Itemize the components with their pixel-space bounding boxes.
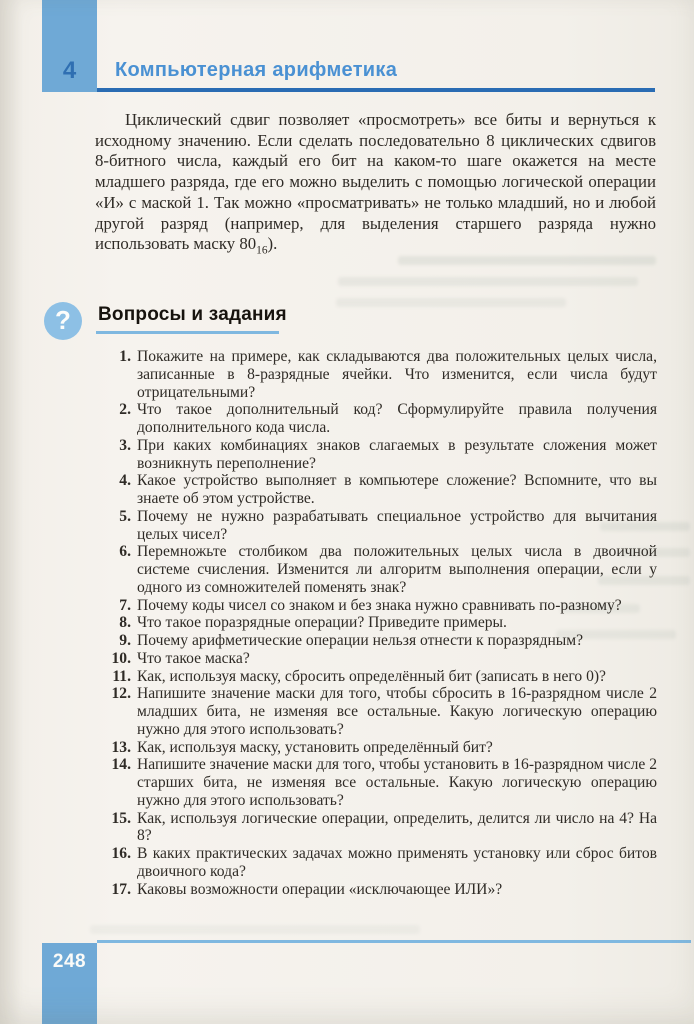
- question-text: Как, используя маску, установить определённый бит?: [137, 738, 493, 756]
- question-text: Напишите значение маски для того, чтобы установить в 16-разрядном числе 2 старших бита, не изменяя все остальные. Какую логическую операцию нужно для этого использовать?: [137, 756, 657, 809]
- intro-text-main: Циклический сдвиг позволяет «просмотреть» все биты и вернуться к исходному значению. Если сделать последовательно 8 циклических сдвигов 8-битного числа, каждый его бит на каком-то шаге окажется на месте младшего разряда, где его можно выделить с помощью логической операции «И» с маской 1. Так можно «просматривать» не только младший, но и любой другой разряд (например, для выделения старшего разряда нужно использовать маску 80: [95, 110, 656, 254]
- question-text: Почему коды чисел со знаком и без знака нужно сравнивать по-разному?: [137, 596, 622, 614]
- question-text: Почему не нужно разрабатывать специальное устройство для вычитания целых чисел?: [137, 507, 657, 543]
- question-text: Как, используя маску, сбросить определённый бит (записать в него 0)?: [137, 667, 606, 685]
- question-item: [95, 845, 657, 881]
- question-text: Почему арифметические операции нельзя отнести к поразрядным?: [137, 632, 584, 649]
- question-mark-icon: ?: [44, 302, 82, 340]
- question-number: 3.: [119, 436, 131, 454]
- question-number: 1.: [119, 348, 131, 365]
- intro-text-end: ).: [267, 234, 278, 254]
- question-number: 7.: [119, 596, 131, 614]
- question-text: Покажите на примере, как складываются два положительных целых числа, записанные в 8-разрядные ячейки. Что изменится, если числа будут отрицательными?: [137, 348, 657, 401]
- question-number: 12.: [111, 685, 131, 703]
- question-number: 13.: [111, 738, 131, 756]
- question-item: [95, 756, 657, 809]
- question-text: Что такое поразрядные операции? Приведите примеры.: [137, 614, 507, 632]
- question-number: 9.: [119, 632, 131, 649]
- question-number: 14.: [111, 756, 131, 774]
- question-number: 4.: [119, 472, 131, 490]
- question-text: В каких практических задачах можно применять установку или сброс битов двоичного кода?: [137, 845, 657, 880]
- question-number: 15.: [111, 809, 131, 827]
- question-item: [95, 632, 657, 650]
- question-item: [95, 739, 657, 757]
- question-number: 2.: [119, 401, 131, 419]
- section-title-underline: [96, 331, 279, 334]
- section-title: Вопросы и задания: [98, 304, 287, 325]
- question-number: 11.: [112, 667, 131, 685]
- question-item: [95, 508, 657, 544]
- question-item: [95, 597, 657, 615]
- question-item: [95, 472, 657, 508]
- question-text: Что такое дополнительный код? Сформулируйте правила получения дополнительного кода числа.: [137, 401, 657, 436]
- question-item: [95, 668, 657, 686]
- question-item: [95, 437, 657, 473]
- page-number: 248: [52, 951, 87, 972]
- question-number: 8.: [119, 614, 131, 632]
- intro-paragraph: [95, 110, 656, 255]
- questions-list: [95, 348, 657, 898]
- page-showthrough: [90, 925, 420, 934]
- question-item: [95, 881, 657, 899]
- header-rule: [97, 88, 655, 92]
- page-showthrough: [336, 298, 566, 307]
- chapter-title: Компьютерная арифметика: [115, 59, 398, 81]
- question-number: 6.: [119, 543, 131, 561]
- chapter-number: 4: [62, 57, 77, 84]
- mask-subscript: 16: [256, 244, 268, 257]
- question-number: 16.: [111, 845, 131, 862]
- question-text: Перемножьте столбиком два положительных целых числа в двоичной системе счисления. Изменится ли алгоритм выполнения операции, если у одного из сомножителей поменять знак?: [137, 543, 657, 596]
- footer-rule: [97, 940, 691, 943]
- question-item: [95, 650, 657, 668]
- question-item: [95, 543, 657, 596]
- question-text: При каких комбинациях знаков слагаемых в результате сложения может возникнуть переполнение?: [137, 436, 657, 472]
- question-text: Каковы возможности операции «исключающее ИЛИ»?: [137, 880, 503, 898]
- question-item: [95, 348, 657, 401]
- question-text: Как, используя логические операции, определить, делится ли число на 4? На 8?: [137, 809, 657, 845]
- question-number: 17.: [111, 880, 131, 898]
- question-number: 10.: [111, 649, 131, 667]
- page-showthrough: [338, 277, 638, 286]
- page-showthrough: [398, 256, 656, 265]
- question-number: 5.: [119, 507, 131, 525]
- question-item: [95, 614, 657, 632]
- question-item: [95, 401, 657, 437]
- question-text: Напишите значение маски для того, чтобы сбросить в 16-разрядном числе 2 младших бита, не изменяя все остальные. Какую логическую операцию нужно для этого использовать?: [137, 685, 657, 738]
- chapter-tab: [42, 0, 97, 92]
- question-text: Что такое маска?: [137, 649, 250, 667]
- question-item: [95, 810, 657, 846]
- question-item: [95, 685, 657, 738]
- question-text: Какое устройство выполняет в компьютере сложение? Вспомните, что вы знаете об этом устройстве.: [137, 472, 657, 507]
- page-number-box: [42, 943, 97, 1024]
